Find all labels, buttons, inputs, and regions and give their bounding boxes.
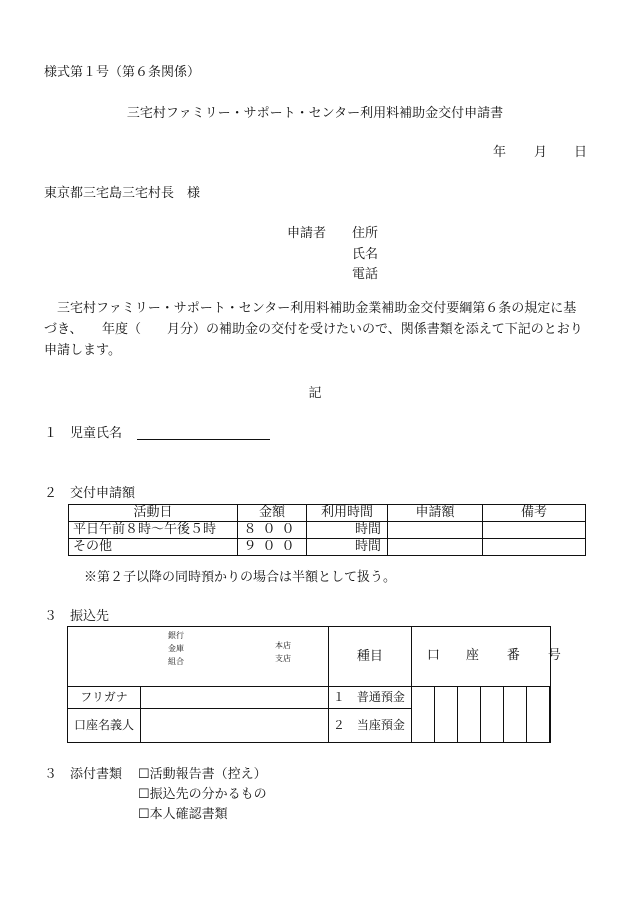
kind-header: 種目 <box>328 627 411 687</box>
table-row <box>69 539 586 556</box>
bank-institution-cell[interactable] <box>68 627 329 687</box>
account-digit-7[interactable] <box>549 687 550 743</box>
section4-number: ３ <box>44 767 58 782</box>
page-title: 三宅村ファミリー・サポート・センター利用料補助金交付申請書 <box>126 106 504 121</box>
body-paragraph: 三宅村ファミリー・サポート・センター利用料補助金業補助金交付要綱第６条の規定に基づき、 年度（ 月分）の補助金の交付を受けたいので、関係書類を添えて下記のとおり申請します。 <box>44 301 583 358</box>
fee-table <box>68 504 586 556</box>
row2-time[interactable]: 時間 <box>307 539 388 556</box>
type-kumiai: 組合 <box>168 656 184 666</box>
row1-day: 平日午前８時～午後５時 <box>69 522 238 539</box>
account-digit-2[interactable] <box>434 687 457 743</box>
account-digit-6[interactable] <box>526 687 549 743</box>
bank-top-row <box>68 627 551 687</box>
table-row <box>69 522 586 539</box>
attachment-item-id[interactable]: ☐本人確認書類 <box>138 807 228 822</box>
section2-label: 交付申請額 <box>70 486 136 501</box>
date-year: 年 <box>493 145 507 160</box>
section4-label: 添付書類 <box>70 767 123 782</box>
institution-types <box>168 630 184 668</box>
account-holder-input[interactable] <box>141 709 329 743</box>
account-digit-5[interactable] <box>503 687 526 743</box>
acct-label-2: 座 <box>465 648 479 663</box>
acct-label-4: 号 <box>547 648 561 663</box>
row1-remarks[interactable] <box>483 522 586 539</box>
account-digit-1[interactable] <box>411 687 434 743</box>
furigana-label: フリガナ <box>68 687 141 709</box>
row2-applied[interactable] <box>388 539 483 556</box>
date-month: 月 <box>534 145 548 160</box>
branch-types <box>275 640 291 666</box>
bank-table <box>67 626 561 743</box>
account-digit-3[interactable] <box>457 687 480 743</box>
attachment-item-report[interactable]: ☐活動報告書（控え） <box>138 767 267 782</box>
acct-label-1: 口 <box>426 648 440 663</box>
kind-option-1[interactable]: １ 普通預金 <box>328 687 411 709</box>
header-usage-time: 利用時間 <box>307 505 388 522</box>
header-applied-amount: 申請額 <box>388 505 483 522</box>
section1-label: 児童氏名 <box>70 426 123 441</box>
section3-number: ３ <box>44 609 58 624</box>
applicant-label: 申請者 <box>287 226 327 241</box>
header-activity-day: 活動日 <box>69 505 238 522</box>
date-day: 日 <box>574 145 588 160</box>
kind-option-2[interactable]: ２ 当座預金 <box>328 709 411 743</box>
row2-remarks[interactable] <box>483 539 586 556</box>
addressee: 東京都三宅島三宅村長 様 <box>44 186 201 201</box>
applicant-address-label: 住所 <box>352 226 379 241</box>
type-bank: 銀行 <box>168 631 184 640</box>
row1-time[interactable]: 時間 <box>307 522 388 539</box>
row1-amount: ８００ <box>238 522 307 539</box>
acct-label-3: 番 <box>506 648 520 663</box>
row2-day: その他 <box>69 539 238 556</box>
type-shinkin: 金庫 <box>168 643 184 653</box>
form-number: 様式第１号（第６条関係） <box>44 65 201 80</box>
fee-note: ※第２子以降の同時預かりの場合は半額として扱う。 <box>84 570 397 585</box>
type-head-office: 本店 <box>275 641 291 650</box>
furigana-input[interactable] <box>141 687 329 709</box>
furigana-row <box>68 687 551 709</box>
attachment-item-transfer[interactable]: ☐振込先の分かるもの <box>138 787 267 802</box>
row2-amount: ９００ <box>238 539 307 556</box>
row1-applied[interactable] <box>388 522 483 539</box>
applicant-name-label: 氏名 <box>352 247 379 262</box>
table-header-row <box>69 505 586 522</box>
account-number-header <box>411 627 561 687</box>
ki-heading: 記 <box>308 386 322 401</box>
child-name-line[interactable] <box>137 439 270 440</box>
header-remarks: 備考 <box>483 505 586 522</box>
section2-number: ２ <box>44 486 58 501</box>
applicant-phone-label: 電話 <box>352 267 379 282</box>
account-holder-label: 口座名義人 <box>68 709 141 743</box>
section3-label: 振込先 <box>70 609 110 624</box>
header-amount: 金額 <box>238 505 307 522</box>
section1-number: １ <box>44 426 58 441</box>
type-branch: 支店 <box>275 653 291 663</box>
account-digit-4[interactable] <box>480 687 503 743</box>
